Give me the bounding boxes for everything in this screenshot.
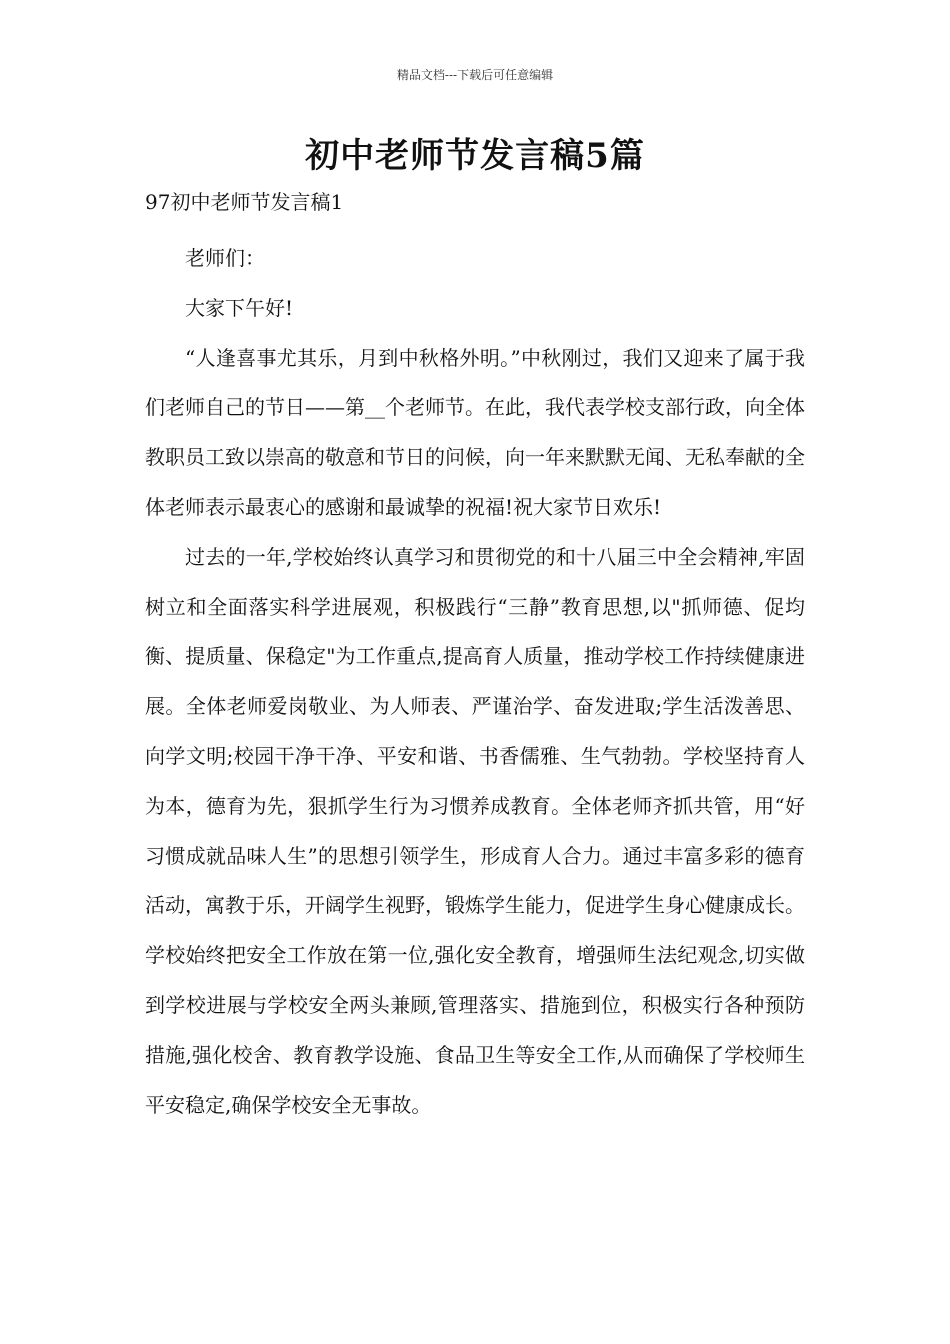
header-note: 精品文档---下载后可任意编辑 — [396, 68, 554, 82]
document-title: 初中老师节发言稿5篇 — [305, 136, 645, 176]
paragraph-opening: “人逢喜事尤其乐，月到中秋格外明。”中秋刚过，我们又迎来了属于我们老师自己的节日——第__个老师节。在此，我代表学校支部行政，向全体教职员工致以崇高的敬意和节日的问候，向一年来默默无闻、无私奉献的全体老师表示最衷心的感谢和最诚挚的祝福!祝大家节日欢乐! — [145, 345, 805, 519]
paragraph-review: 过去的一年,学校始终认真学习和贯彻党的和十八届三中全会精神,牢固树立和全面落实科学进展观，积极践行“三静”教育思想,以"抓师德、促均衡、提质量、保稳定"为工作重点,提高育人质量，推动学校工作持续健康进展。全体老师爱岗敬业、为人师表、严谨治学、奋发进取;学生活泼善思、向学文明;校园干净干净、平安和谐、书香儒雅、生气勃勃。学校坚持育人为本，德育为先，狠抓学生行为习惯养成教育。全体老师齐抓共管，用“好习惯成就品味人生”的思想引领学生，形成育人合力。通过丰富多彩的德育活动，寓教于乐，开阔学生视野，锻炼学生能力，促进学生身心健康成长。学校始终把安全工作放在第一位,强化安全教育，增强师生法纪观念,切实做到学校进展与学校安全两头兼顾,管理落实、措施到位，积极实行各种预防措施,强化校舍、教育教学设施、食品卫生等安全工作,从而确保了学校师生平安稳定,确保学校安全无事故。 — [145, 544, 805, 1117]
document-body — [145, 234, 805, 1130]
paragraph-salutation: 大家下午好! — [185, 295, 294, 320]
section-subheading: 97初中老师节发言稿1 — [145, 190, 344, 214]
paragraph-greeting: 老师们： — [185, 246, 265, 270]
